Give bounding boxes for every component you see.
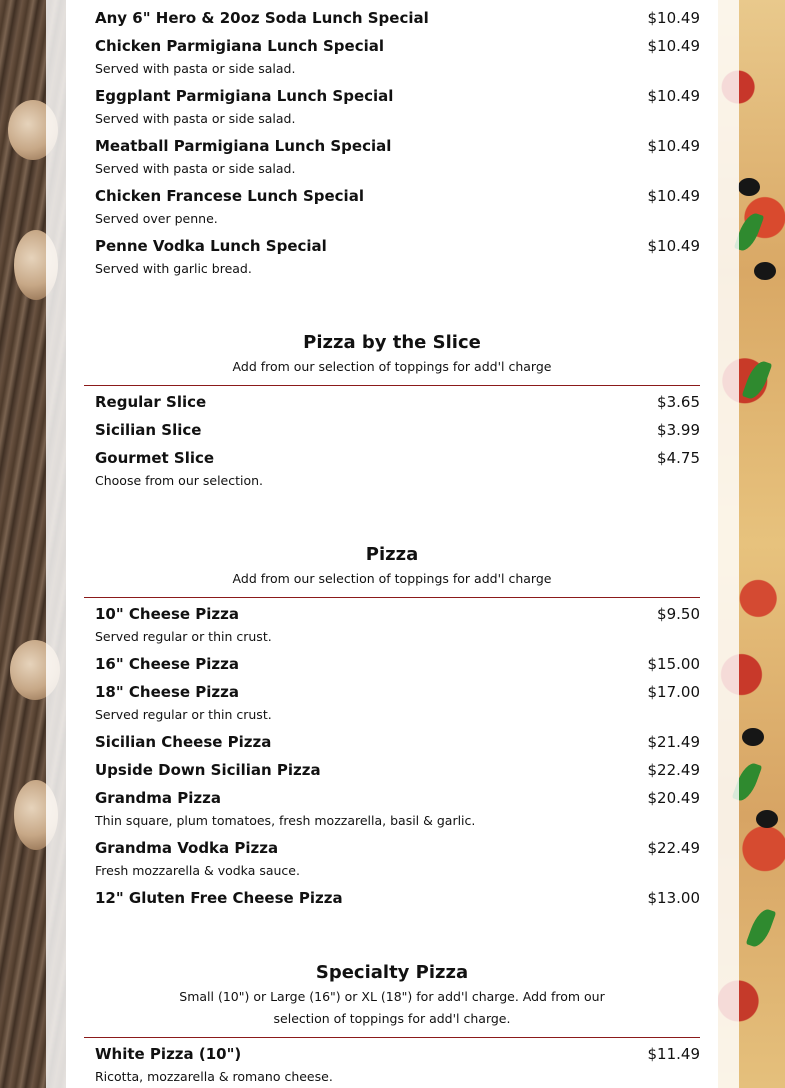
- item-name: 12" Gluten Free Cheese Pizza: [95, 889, 343, 907]
- item-price: $3.65: [657, 393, 700, 411]
- item-name: 18" Cheese Pizza: [95, 683, 239, 701]
- menu-item[interactable]: [95, 1045, 700, 1088]
- item-name: Eggplant Parmigiana Lunch Special: [95, 87, 394, 105]
- section-title-slice: Pizza by the Slice: [303, 332, 481, 353]
- item-name: 10" Cheese Pizza: [95, 605, 239, 623]
- section-title-specialty: Specialty Pizza: [315, 962, 469, 983]
- section-title-pizza: Pizza: [365, 544, 419, 565]
- olive-decoration: [742, 728, 764, 746]
- basil-decoration: [742, 358, 773, 402]
- item-price: $4.75: [657, 449, 700, 467]
- item-description: Served regular or thin crust.: [95, 707, 272, 722]
- item-price: $10.49: [647, 9, 700, 27]
- item-price: $13.00: [647, 889, 700, 907]
- item-price: $22.49: [647, 839, 700, 857]
- item-description: Served with pasta or side salad.: [95, 111, 296, 126]
- menu-item[interactable]: [95, 87, 700, 131]
- item-name: Gourmet Slice: [95, 449, 215, 467]
- item-description: Choose from our selection.: [95, 473, 264, 488]
- item-price: $11.49: [647, 1045, 700, 1063]
- menu-item[interactable]: [95, 789, 700, 833]
- item-price: $15.00: [647, 655, 700, 673]
- item-description: Served with pasta or side salad.: [95, 161, 296, 176]
- item-price: $10.49: [647, 237, 700, 255]
- menu-item[interactable]: [95, 733, 700, 755]
- item-description: Ricotta, mozzarella & romano cheese.: [95, 1069, 333, 1084]
- menu-item[interactable]: [95, 37, 700, 81]
- item-name: White Pizza (10"): [95, 1045, 242, 1063]
- menu-item[interactable]: [95, 839, 700, 883]
- item-name: Upside Down Sicilian Pizza: [95, 761, 321, 779]
- olive-decoration: [754, 262, 776, 280]
- menu-item[interactable]: [95, 9, 700, 31]
- item-description: Served with garlic bread.: [95, 261, 252, 276]
- section-divider: [84, 385, 700, 386]
- menu-item[interactable]: [95, 683, 700, 727]
- menu-item[interactable]: [95, 889, 700, 911]
- item-price: $21.49: [647, 733, 700, 751]
- item-name: Regular Slice: [95, 393, 207, 411]
- item-price: $10.49: [647, 137, 700, 155]
- section-subtitle-slice: Add from our selection of toppings for add'l charge: [232, 359, 552, 374]
- olive-decoration: [756, 810, 778, 828]
- item-description: Served over penne.: [95, 211, 218, 226]
- item-name: Grandma Vodka Pizza: [95, 839, 279, 857]
- section-subtitle-specialty: Small (10") or Large (16") or XL (18") for add'l charge. Add from our selection of toppings for add'l charge.: [179, 989, 605, 1026]
- item-name: 16" Cheese Pizza: [95, 655, 239, 673]
- menu-item[interactable]: [95, 137, 700, 181]
- item-price: $10.49: [647, 87, 700, 105]
- section-divider: [84, 1037, 700, 1038]
- item-name: Chicken Francese Lunch Special: [95, 187, 364, 205]
- menu-item[interactable]: [95, 237, 700, 281]
- item-price: $9.50: [657, 605, 700, 623]
- item-name: Chicken Parmigiana Lunch Special: [95, 37, 384, 55]
- item-price: $20.49: [647, 789, 700, 807]
- item-name: Sicilian Cheese Pizza: [95, 733, 272, 751]
- item-description: Thin square, plum tomatoes, fresh mozzarella, basil & garlic.: [95, 813, 476, 828]
- item-price: $3.99: [657, 421, 700, 439]
- item-name: Grandma Pizza: [95, 789, 221, 807]
- item-price: $10.49: [647, 37, 700, 55]
- menu-item[interactable]: [95, 421, 700, 443]
- item-description: Fresh mozzarella & vodka sauce.: [95, 863, 300, 878]
- item-price: $22.49: [647, 761, 700, 779]
- section-divider: [84, 597, 700, 598]
- menu-item[interactable]: [95, 605, 700, 649]
- section-subtitle-pizza: Add from our selection of toppings for add'l charge: [232, 571, 552, 586]
- item-price: $17.00: [647, 683, 700, 701]
- menu-item[interactable]: [95, 761, 700, 783]
- basil-decoration: [746, 906, 777, 950]
- menu-item[interactable]: [95, 187, 700, 231]
- menu-item[interactable]: [95, 393, 700, 415]
- item-description: Served with pasta or side salad.: [95, 61, 296, 76]
- item-price: $10.49: [647, 187, 700, 205]
- menu-item[interactable]: [95, 449, 700, 493]
- menu-item[interactable]: [95, 655, 700, 677]
- item-name: Penne Vodka Lunch Special: [95, 237, 327, 255]
- item-name: Meatball Parmigiana Lunch Special: [95, 137, 392, 155]
- item-description: Served regular or thin crust.: [95, 629, 272, 644]
- olive-decoration: [738, 178, 760, 196]
- item-name: Any 6" Hero & 20oz Soda Lunch Special: [95, 9, 429, 27]
- item-name: Sicilian Slice: [95, 421, 202, 439]
